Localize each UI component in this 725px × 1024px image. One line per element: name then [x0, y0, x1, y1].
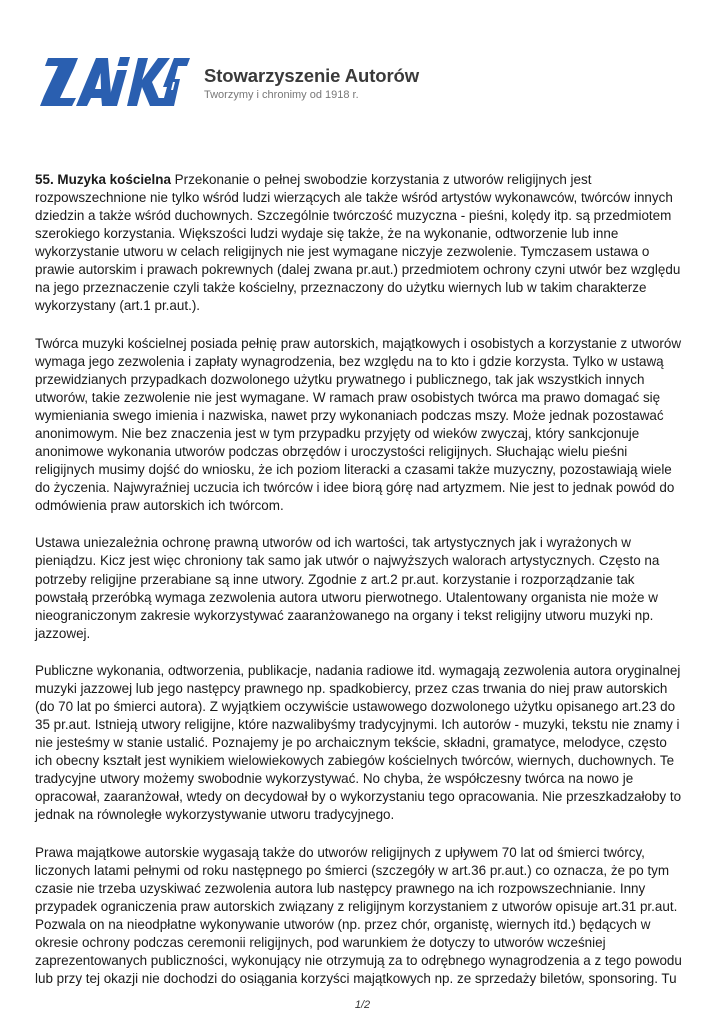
paragraph: Prawa majątkowe autorskie wygasają także do utworów religijnych z upływem 70 lat od śmierci twórcy, liczonych latami pełnymi od roku następnego po śmierci (szczegóły w art.36 pr.aut.) co oznacza, że po tym czasie nie trzeba uzyskiwać zezwolenia autora lub następcy prawnego na ich rozpowszechnianie. Inny przypadek ograniczenia praw autorskich związany z religijnym korzystaniem z utworów opisuje art.31 pr.aut. Pozwala on na nieodpłatne wykonywanie utworów (np. przez chór, organistę, wiernych itd.) będących w okresie ochrony podczas ceremonii religijnych, pod warunkiem że dotyczy to utworów wcześniej zaprezentowanych publiczności, wykonujący nie otrzymują za to odrębnego wynagrodzenia a z tego powodu lub przy tej okazji nie dochodzi do osiągania korzyści majątkowych np. ze sprzedaży biletów, sponsoring. Tu: [35, 844, 682, 987]
org-name: Stowarzyszenie Autorów: [204, 65, 420, 86]
paragraph: [35, 171, 687, 315]
zaiks-logo: [38, 54, 190, 110]
paragraph: Publiczne wykonania, odtworzenia, publikacje, nadania radiowe itd. wymagają zezwolenia autora oryginalnej muzyki jazzowej lub jego następcy prawnego np. spadkobiercy, przez czas trwania do niej praw autorskich (do 70 lat po śmierci autora). Z wyjątkiem oczywiście ustawowego dozwolonego użytku opisanego art.23 do 35 pr.aut. Istnieją utwory religijne, które nazwalibyśmy tradycyjnymi. Ich autorów - muzyki, tekstu nie znamy i nie jesteśmy w stanie ustalić. Poznajemy je po archaicznym tekście, składni, gramatyce, melodyce, często ich obecny kształt jest wynikiem wielowiekowych zabiegów kościelnych twórców, wiernych, duchownych. Te tradycyjne utwory możemy swobodnie wykorzystywać. No chyba, że współczesny twórca na nowo je opracował, zaaranżował, wtedy on decydował by o wykorzystaniu tego opracowania. Nie przeszkadzałoby to jednak na równoległe wykorzystywanie utworu tradycyjnego.: [35, 663, 682, 823]
article-heading: 55. Muzyka kościelna: [35, 172, 171, 187]
paragraph: Ustawa uniezależnia ochronę prawną utworów od ich wartości, tak artystycznych jak i wyrażonych w pieniądzu. Kicz jest więc chroniony tak samo jak utwór o najwyższych walorach artystycznych. Często na potrzeby religijne przerabiane są inne utwory. Zgodnie z art.2 pr.aut. korzystanie i rozporządzanie tak powstałą przeróbką wymaga zezwolenia autora utworu pierwotnego. Utalentowany organista nie może w nieograniczonym zakresie wykorzystywać zaaranżowanego na organy i tekst religijny utworu muzyki np. jazzowej.: [35, 535, 660, 641]
article-body: [35, 171, 687, 1007]
org-block: [204, 65, 419, 102]
page-number: 1/2: [354, 999, 371, 1011]
org-tagline: Tworzymy i chronimy od 1918 r.: [204, 89, 359, 101]
paragraph-text: Przekonanie o pełnej swobodzie korzystania z utworów religijnych jest rozpowszechnione nie tylko wśród ludzi wierzących ale także wśród artystów wykonawców, twórców innych dziedzin a także wśród duchownych. Szczególnie twórczość muzyczna - pieśni, kolędy itp. są przedmiotem szerokiego korzystania. Większości ludzi wydaje się także, że na wykonanie, odtworzenie lub inne wykorzystanie utworu w celach religijnych nie jest wymagane niczyje zezwolenie. Tymczasem ustawa o prawie autorskim i prawach pokrewnych (dalej zwana pr.aut.) przedmiotem ochrony czyni utwór bez względu na jego przeznaczenie czyli także kościelny, przeznaczony do użytku wiernych lub w takim charakterze wykorzystany (art.1 pr.aut.).: [35, 172, 681, 314]
paragraph: Twórca muzyki kościelnej posiada pełnię praw autorskich, majątkowych i osobistych a korzystanie z utworów wymaga jego zezwolenia i zapłaty wynagrodzenia, bez względu na to kto i gdzie korzysta. Tylko w ustawą przewidzianych przypadkach dozwolonego użytku prywatnego i publicznego, tak jak wszystkich innych utworów, takie zezwolenie nie jest wymagane. W ramach praw osobistych twórca ma prawo domagać się wymieniania swego imienia i nazwiska, nawet przy wykonaniach podczas mszy. Może jednak pozostawać anonimowym. Nie bez znaczenia jest w tym przypadku przyjęty od wieków zwyczaj, który sankcjonuje anonimowe wykonania utworów podczas obrzędów i uroczystości religijnych. Słuchając wielu pieśni religijnych musimy dojść do wniosku, że ich poziom literacki a czasami także muzyczny, pozostawiają wiele do życzenia. Najwyraźniej uczucia ich twórców i idee biorą górę nad artyzmem. Nie jest to jednak powód do odmówienia praw autorskich ich twórcom.: [35, 335, 682, 514]
